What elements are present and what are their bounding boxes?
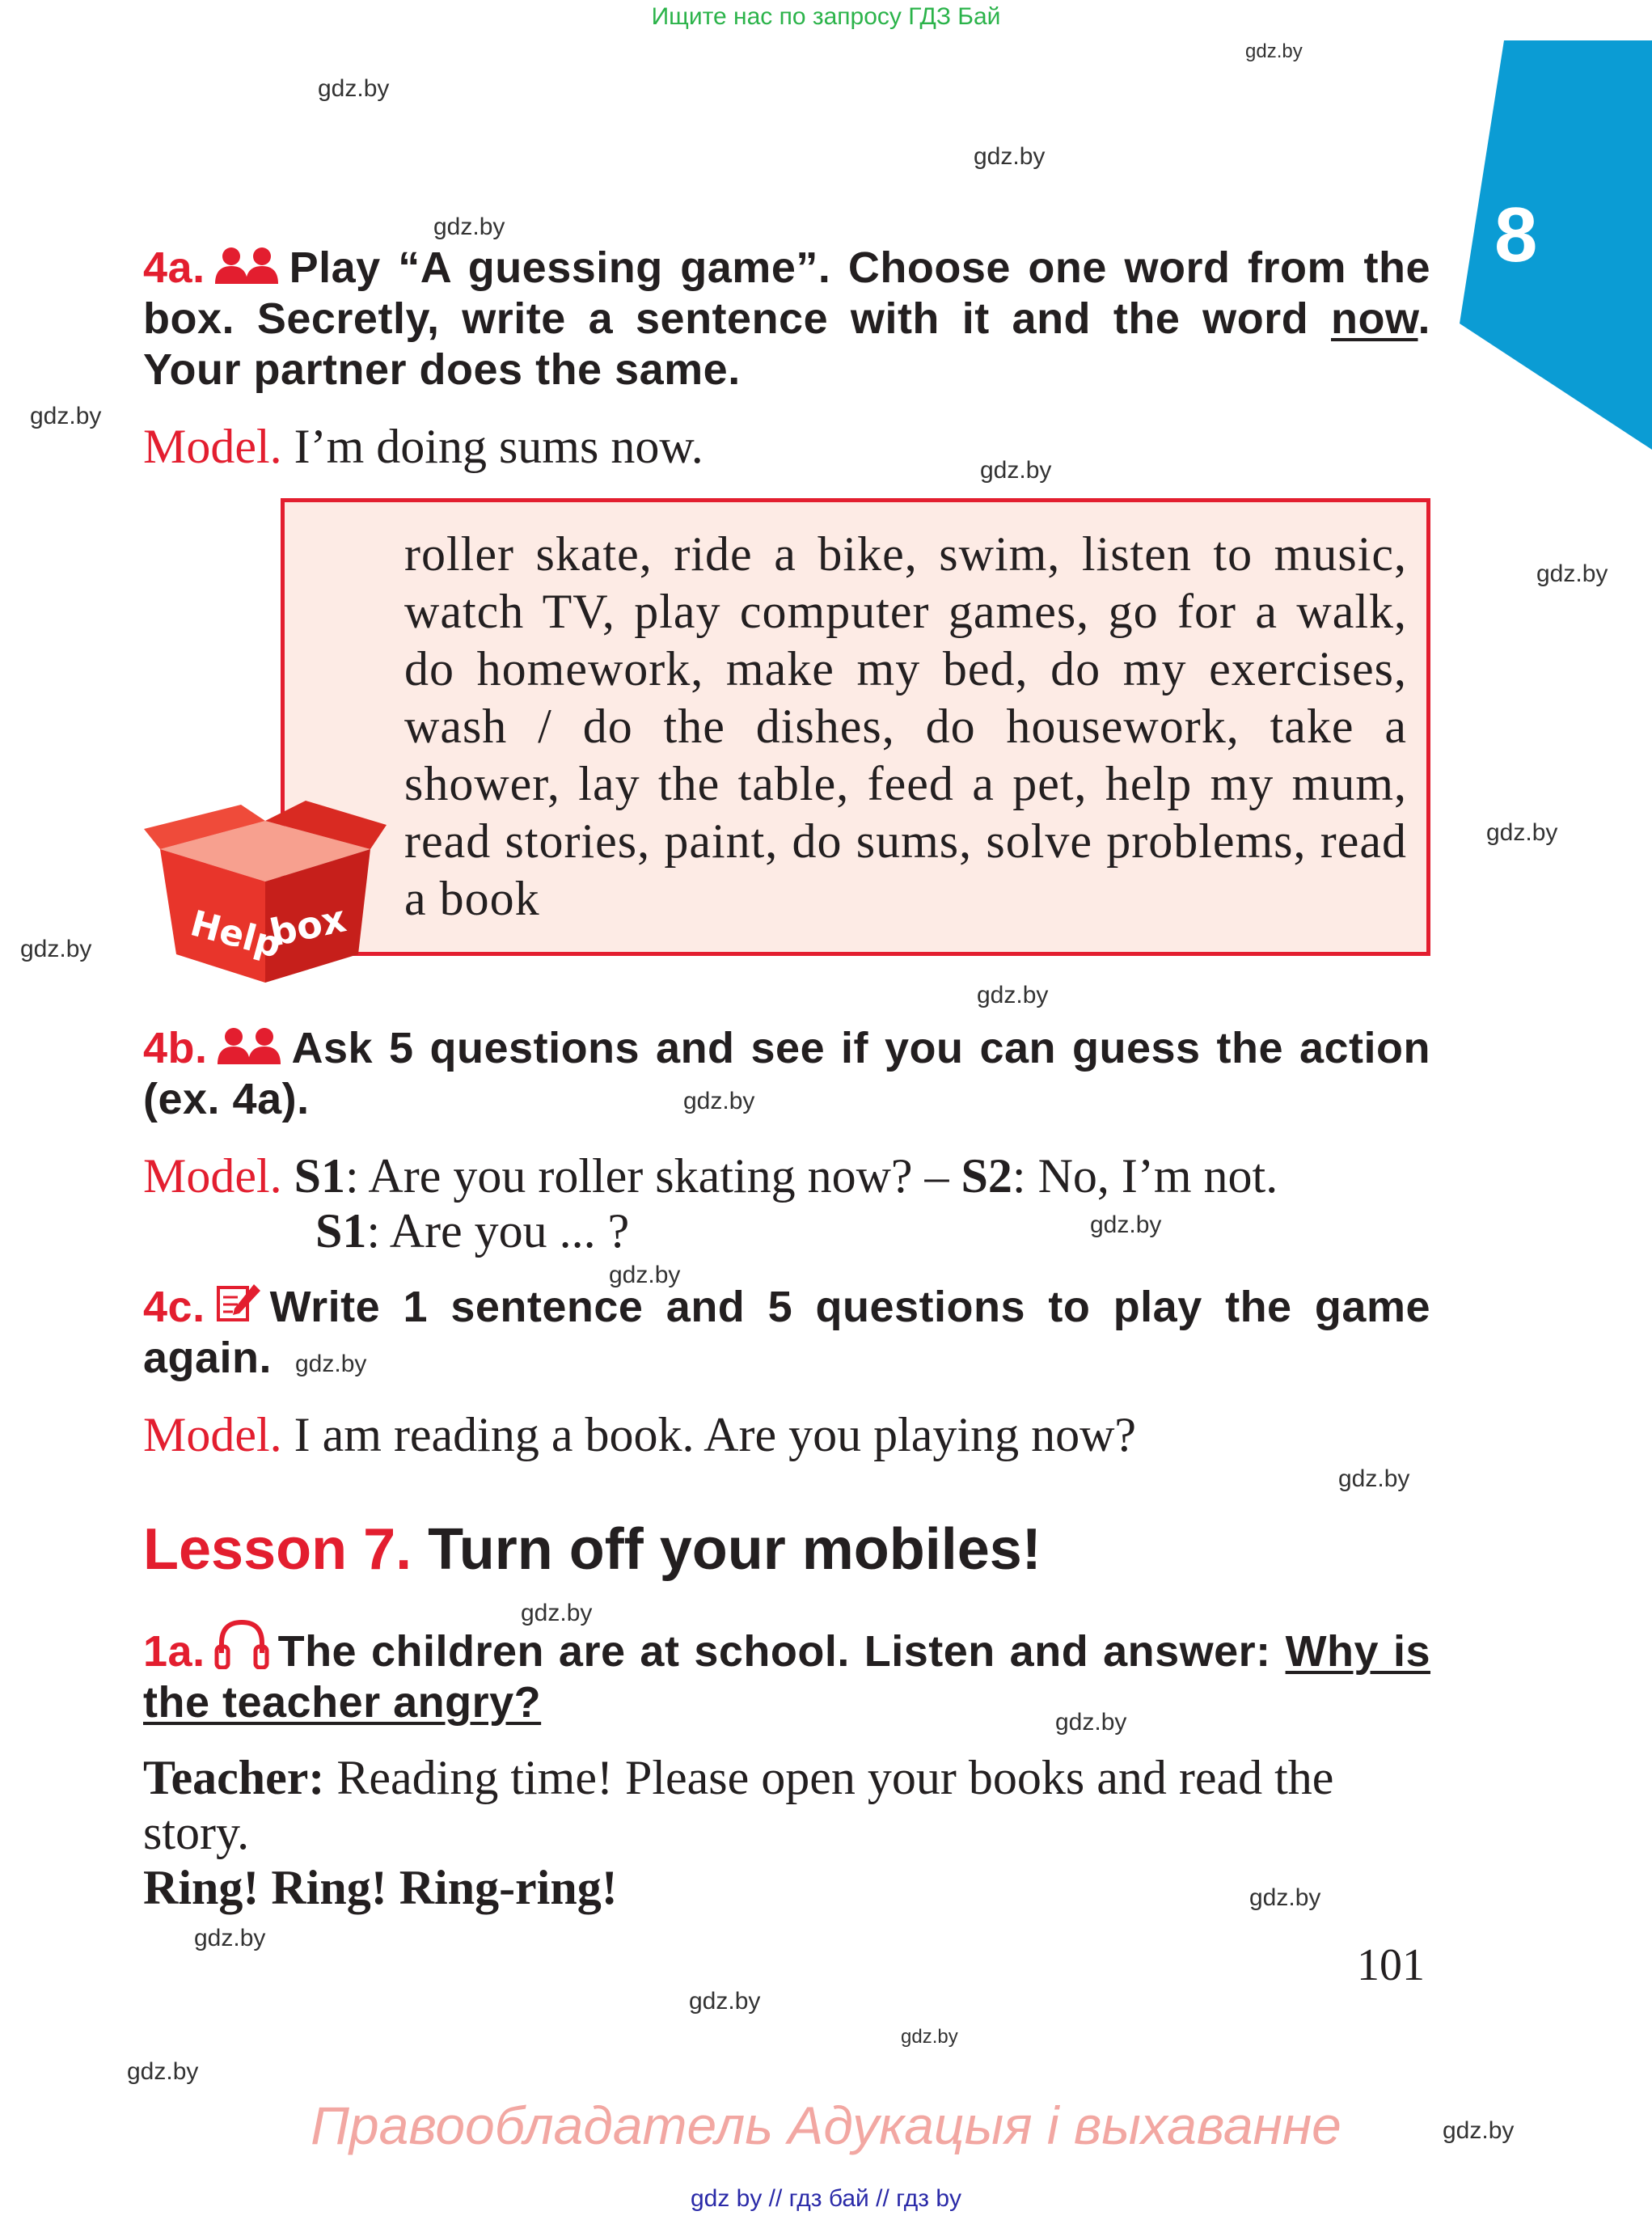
model-4a [143, 419, 703, 474]
chapter-tab [1460, 40, 1652, 450]
bottom-links[interactable]: gdz by // гдз бай // гдз by [690, 2185, 962, 2212]
watermark: gdz.by [1055, 1709, 1127, 1736]
headphones-icon [213, 1617, 270, 1669]
top-banner[interactable]: Ищите нас по запросу ГДЗ Бай [651, 3, 1001, 30]
speaker-s2: S2 [961, 1149, 1012, 1203]
model-4b [143, 1148, 1437, 1203]
task-4a [143, 243, 1430, 395]
watermark: gdz.by [1486, 819, 1558, 846]
watermark: gdz.by [901, 2026, 958, 2048]
watermark: gdz.by [521, 1600, 593, 1626]
box-label: box [266, 896, 350, 955]
watermark: gdz.by [1090, 1211, 1162, 1238]
watermark: gdz.by [318, 75, 390, 102]
model-label: Model. [143, 1408, 282, 1461]
dialog-ring: Ring! Ring! Ring-ring! [143, 1861, 618, 1914]
task-1a [143, 1617, 1430, 1728]
watermark: gdz.by [1338, 1465, 1410, 1492]
pair-work-icon [213, 247, 281, 284]
task-number: 4b. [143, 1024, 208, 1072]
task-number: 1a. [143, 1627, 205, 1676]
underlined-word: now [1331, 294, 1418, 343]
task-text: Play “A guessing game”. Choose one word from the box. Secretly, write a sentence with it and the word [143, 243, 1430, 343]
help-box-words: roller skate, ride a bike, swim, listen to music, watch TV, play computer games, go for a walk, do homework, make my bed, do my exercises, wash / do the dishes, do housework, take a shower, lay the table, feed a pet, help my mum, read stories, paint, do sums, solve problems, read a book [404, 527, 1407, 925]
watermark: gdz.by [127, 2058, 199, 2085]
dialog-teacher [143, 1750, 1430, 1860]
speaker-teacher: Teacher: [143, 1751, 325, 1804]
watermark: gdz.by [689, 1988, 761, 2015]
watermark: gdz.by [980, 457, 1052, 484]
task-4b [143, 1023, 1430, 1125]
model-label: Model. [143, 420, 282, 473]
task-number: 4a. [143, 243, 205, 292]
copyright-notice: Правообладатель Адукацыя і выхаванне [311, 2095, 1341, 2155]
watermark: gdz.by [974, 143, 1046, 170]
dialog-line: : Are you roller skating now? – [345, 1149, 961, 1203]
speaker-s1: S1 [315, 1204, 367, 1258]
lesson-number: Lesson 7. [143, 1517, 412, 1582]
task-text: Write 1 sentence and 5 questions to play the game again. [143, 1283, 1430, 1382]
watermark: gdz.by [1249, 1884, 1321, 1911]
chapter-number: 8 [1494, 192, 1538, 278]
task-text: Ask 5 questions and see if you can guess the action (ex. 4a). [143, 1024, 1430, 1123]
watermark: gdz.by [295, 1351, 367, 1377]
watermark: gdz.by [433, 214, 505, 240]
watermark: gdz.by [30, 403, 102, 429]
task-number: 4c. [143, 1283, 205, 1331]
speaker-s1: S1 [294, 1149, 346, 1203]
model-4c [143, 1407, 1136, 1462]
teacher-line: Reading time! Please open your books and read the story. [143, 1751, 1334, 1859]
underlined-question: Why is the teacher angry? [143, 1627, 1431, 1727]
model-text: I am reading a book. Are you playing now? [294, 1408, 1137, 1461]
dialog-line: : Are you ... ? [366, 1204, 630, 1258]
model-text: I’m doing sums now. [294, 420, 703, 473]
watermark: gdz.by [20, 936, 92, 962]
lesson-heading [143, 1516, 1041, 1583]
model-4b-line2 [315, 1203, 629, 1258]
watermark: gdz.by [609, 1262, 681, 1288]
help-box-illustration [144, 793, 387, 987]
help-label: Help [186, 903, 285, 966]
task-text: The children are at school. Listen and answer: [277, 1627, 1286, 1676]
writing-icon [213, 1283, 262, 1323]
watermark: gdz.by [1443, 2117, 1515, 2144]
pair-work-icon [216, 1027, 284, 1064]
dialog-line: : No, I’m not. [1012, 1149, 1278, 1203]
task-text-end: . Your partner does the same. [143, 294, 1430, 394]
watermark: gdz.by [1536, 560, 1608, 587]
watermark: gdz.by [1245, 40, 1303, 62]
watermark: gdz.by [683, 1088, 755, 1114]
lesson-title: Turn off your mobiles! [428, 1517, 1041, 1582]
watermark: gdz.by [977, 982, 1049, 1008]
model-label: Model. [143, 1149, 282, 1203]
watermark: gdz.by [194, 1925, 266, 1951]
task-4c [143, 1282, 1430, 1384]
page-number: 101 [1357, 1940, 1425, 1990]
